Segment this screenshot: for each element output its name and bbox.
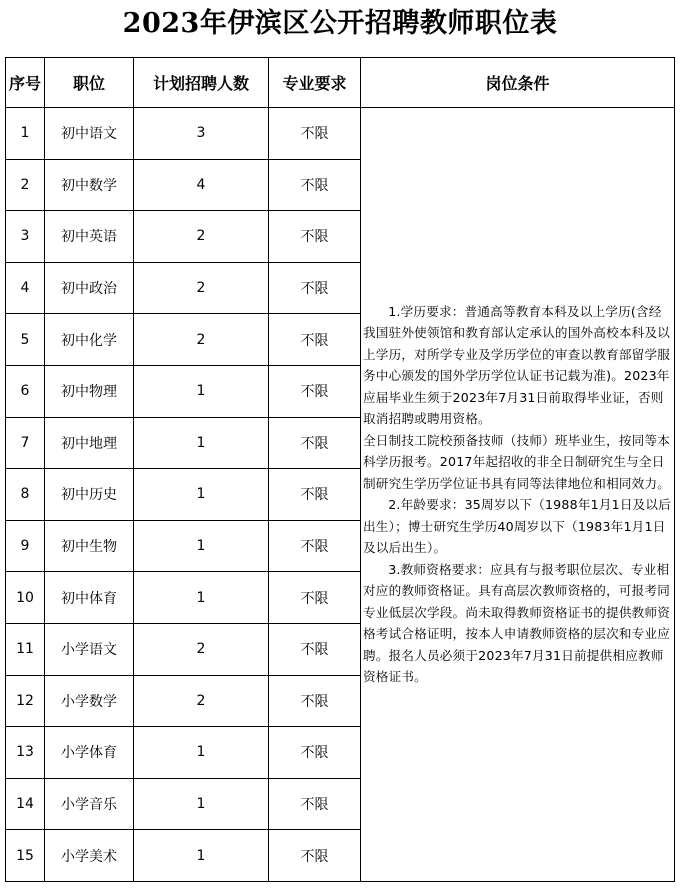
cell-count: 1 bbox=[134, 830, 269, 882]
cell-seq: 9 bbox=[6, 520, 45, 572]
cell-major: 不限 bbox=[269, 314, 361, 366]
cell-count: 2 bbox=[134, 262, 269, 314]
cell-major: 不限 bbox=[269, 417, 361, 469]
cell-position: 小学音乐 bbox=[45, 778, 134, 830]
cell-major: 不限 bbox=[269, 108, 361, 160]
cell-position: 初中地理 bbox=[45, 417, 134, 469]
cell-count: 1 bbox=[134, 417, 269, 469]
cell-seq: 5 bbox=[6, 314, 45, 366]
cell-position: 初中物理 bbox=[45, 365, 134, 417]
cell-seq: 14 bbox=[6, 778, 45, 830]
cell-seq: 7 bbox=[6, 417, 45, 469]
cell-seq: 12 bbox=[6, 675, 45, 727]
cell-seq: 8 bbox=[6, 469, 45, 521]
conditions-p4: 3.教师资格要求：应具有与报考职位层次、专业相对应的教师资格证。具有高层次教师资格的，可报考同专业低层次学段。尚未取得教师资格证书的提供教师资格考试合格证明，按本人申请教师资格的层次和专业应聘。报名人员必须于2023年7月31日前提供相应教师资格证书。 bbox=[363, 561, 671, 685]
cell-position: 初中数学 bbox=[45, 159, 134, 211]
header-conditions: 岗位条件 bbox=[361, 58, 675, 108]
conditions-cell bbox=[361, 108, 675, 882]
cell-seq: 3 bbox=[6, 211, 45, 263]
cell-seq: 2 bbox=[6, 159, 45, 211]
cell-position: 小学美术 bbox=[45, 830, 134, 882]
cell-position: 初中政治 bbox=[45, 262, 134, 314]
cell-count: 2 bbox=[134, 675, 269, 727]
cell-count: 2 bbox=[134, 211, 269, 263]
cell-major: 不限 bbox=[269, 572, 361, 624]
cell-seq: 1 bbox=[6, 108, 45, 160]
cell-count: 1 bbox=[134, 572, 269, 624]
cell-major: 不限 bbox=[269, 262, 361, 314]
cell-major: 不限 bbox=[269, 623, 361, 675]
cell-seq: 15 bbox=[6, 830, 45, 882]
conditions-p3: 2.年龄要求：35周岁以下（1988年1月1日及以后出生）；博士研究生学历40周岁以下（1983年1月1日及以后出生）。 bbox=[363, 497, 672, 556]
cell-count: 2 bbox=[134, 314, 269, 366]
cell-seq: 11 bbox=[6, 623, 45, 675]
header-position: 职位 bbox=[45, 58, 134, 108]
cell-count: 2 bbox=[134, 623, 269, 675]
cell-major: 不限 bbox=[269, 675, 361, 727]
cell-position: 初中历史 bbox=[45, 469, 134, 521]
cell-count: 1 bbox=[134, 778, 269, 830]
header-major: 专业要求 bbox=[269, 58, 361, 108]
cell-count: 1 bbox=[134, 469, 269, 521]
cell-major: 不限 bbox=[269, 727, 361, 779]
cell-seq: 13 bbox=[6, 727, 45, 779]
cell-count: 1 bbox=[134, 520, 269, 572]
cell-major: 不限 bbox=[269, 520, 361, 572]
cell-count: 1 bbox=[134, 727, 269, 779]
positions-table bbox=[5, 57, 675, 882]
cell-seq: 10 bbox=[6, 572, 45, 624]
cell-position: 小学语文 bbox=[45, 623, 134, 675]
cell-seq: 4 bbox=[6, 262, 45, 314]
cell-major: 不限 bbox=[269, 469, 361, 521]
cell-position: 初中语文 bbox=[45, 108, 134, 160]
cell-major: 不限 bbox=[269, 365, 361, 417]
table-header-row bbox=[6, 58, 675, 108]
cell-count: 1 bbox=[134, 365, 269, 417]
cell-position: 小学数学 bbox=[45, 675, 134, 727]
cell-position: 初中生物 bbox=[45, 520, 134, 572]
cell-major: 不限 bbox=[269, 778, 361, 830]
header-count: 计划招聘人数 bbox=[134, 58, 269, 108]
cell-position: 初中体育 bbox=[45, 572, 134, 624]
cell-position: 初中英语 bbox=[45, 211, 134, 263]
cell-major: 不限 bbox=[269, 830, 361, 882]
cell-position: 初中化学 bbox=[45, 314, 134, 366]
table-row bbox=[6, 108, 675, 160]
conditions-p2: 全日制技工院校预备技师（技师）班毕业生，按同等本科学历报考。2017年起招收的非全日制研究生与全日制研究生学历学位证书具有同等法律地位和相同效力。 bbox=[363, 432, 671, 491]
table-body bbox=[6, 108, 675, 882]
cell-major: 不限 bbox=[269, 159, 361, 211]
cell-major: 不限 bbox=[269, 211, 361, 263]
conditions-p1: 1.学历要求：普通高等教育本科及以上学历(含经我国驻外使领馆和教育部认定承认的国外高校本科及以上学历，对所学专业及学历学位的审查以教育部留学服务中心颁发的国外学历学位认证书记载为准)。2023年应届毕业生须于2023年7月31日前取得毕业证，否则取消招聘或聘用资格。 bbox=[363, 303, 671, 427]
cell-position: 小学体育 bbox=[45, 727, 134, 779]
cell-count: 3 bbox=[134, 108, 269, 160]
cell-seq: 6 bbox=[6, 365, 45, 417]
cell-count: 4 bbox=[134, 159, 269, 211]
page-title: 2023年伊滨区公开招聘教师职位表 bbox=[122, 8, 558, 39]
header-seq: 序号 bbox=[6, 58, 45, 108]
